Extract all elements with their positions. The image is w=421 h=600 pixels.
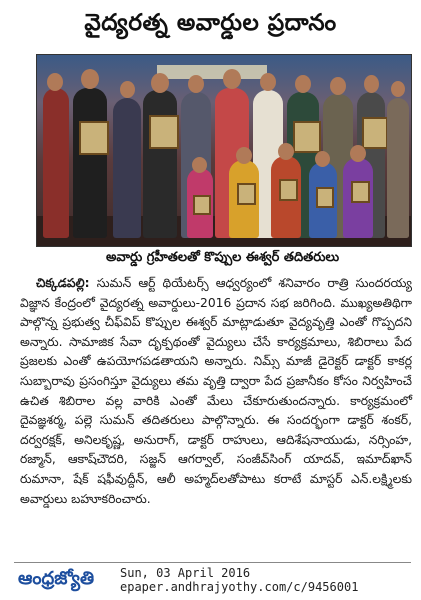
award-plaque — [279, 179, 298, 201]
article-body — [20, 274, 412, 509]
epaper-url[interactable]: epaper.andhrajyothy.com/c/9456001 — [120, 580, 359, 594]
award-plaque — [293, 121, 321, 153]
person-head — [295, 75, 311, 93]
person-head — [188, 75, 204, 93]
article-dateline: చిక్కడపల్లి: — [36, 276, 90, 290]
news-photo — [36, 54, 412, 247]
person-figure — [73, 88, 107, 238]
person-head — [192, 157, 207, 173]
person-head — [47, 73, 63, 91]
person-head — [391, 81, 405, 97]
award-plaque — [193, 195, 211, 215]
person-head — [260, 73, 276, 91]
article-text: సుమన్ ఆర్ట్ థియేటర్స్ ఆధ్వర్యంలో శనివారం రాత్రి సుందరయ్య విజ్ఞాన కేంద్రంలో వైద్యరత్న అవార్డులు-2016 ప్రదాన సభ జరిగింది. ముఖ్యఅతిథిగా పాల్గొన్న ప్రభుత్వ చీఫ్‌విప్ కొప్పుల ఈశ్వర్ మాట్లాడుతూ వైద్యవృత్తి ఎంతో గొప్పదని అన్నారు. సామాజిక సేవా దృక్పథంతో వైద్యులు చేసే కార్యక్రమాలు, శిబిరాలు పేద ప్రజలకు ఎంతో ఉపయోగపడతాయని అన్నారు. నిమ్స్ మాజీ డైరెక్టర్ డాక్టర్ కాకర్ల సుబ్బారావు ప్రసంగిస్తూ వైద్యులు తమ వృత్తి ద్వారా పేద ప్రజానీకం కోసం నిర్వహించే ఉచిత శిబిరాల వల్ల వారికి ఎంతో మేలు చేకూరుతుందన్నారు. కార్యక్రమంలో దైవజ్ఞశర్మ, పల్లె సుమన్ తదితరులు పాల్గొన్నారు. ఈ సందర్భంగా డాక్టర్ శంకర్, దర్వరక్షక్, అనిలకృష్ణ, అనురాగ్, డాక్టర్ రాహులు, ఆదిశేషనాయుడు, నర్సింహ, రజ్మాన్, ఆకాష్‌చౌదరి, సజ్జన్ ఆగర్వాల్, సంజీవ్‌సింగ్ యాదవ్, ఇమాద్‌ఖాన్ రుమానా, షేక్ షఫీవుద్దీన్, ఆలీ అహ్మద్‌లతోపాటు కరాటే మాస్టర్ ఎన్.లక్ష్మిలకు అవార్డులు బహూకరించారు. — [20, 276, 412, 506]
award-plaque — [149, 115, 179, 149]
award-plaque — [351, 181, 370, 203]
person-head — [236, 147, 252, 164]
person-head — [350, 145, 366, 162]
person-head — [120, 81, 135, 98]
photo-caption: అవార్డు గ్రహీతలతో కొప్పుల ఈశ్వర్ తదితరులు — [106, 250, 340, 265]
award-plaque — [362, 117, 388, 149]
person-figure — [43, 88, 69, 238]
award-plaque — [79, 121, 109, 155]
photo-caption-bar — [36, 248, 410, 270]
headline: వైద్యరత్న అవార్డుల ప్రదానం — [84, 10, 337, 36]
person-figure — [143, 90, 177, 238]
epaper-footer — [6, 566, 415, 596]
person-head — [364, 75, 379, 93]
person-head — [223, 69, 241, 89]
person-figure — [113, 98, 141, 238]
person-figure — [387, 98, 409, 238]
award-plaque — [237, 183, 256, 205]
stage-banner — [157, 65, 267, 79]
publication-date: Sun, 03 April 2016 — [120, 566, 251, 580]
person-head — [278, 143, 294, 160]
person-head — [315, 151, 330, 167]
newspaper-logo: ఆంధ్రజ్యోతి — [18, 568, 95, 589]
person-head — [151, 73, 169, 93]
person-head — [330, 77, 346, 95]
person-head — [81, 69, 99, 89]
newspaper-clipping — [6, 4, 415, 596]
footer-divider — [14, 562, 411, 563]
award-plaque — [316, 187, 334, 208]
